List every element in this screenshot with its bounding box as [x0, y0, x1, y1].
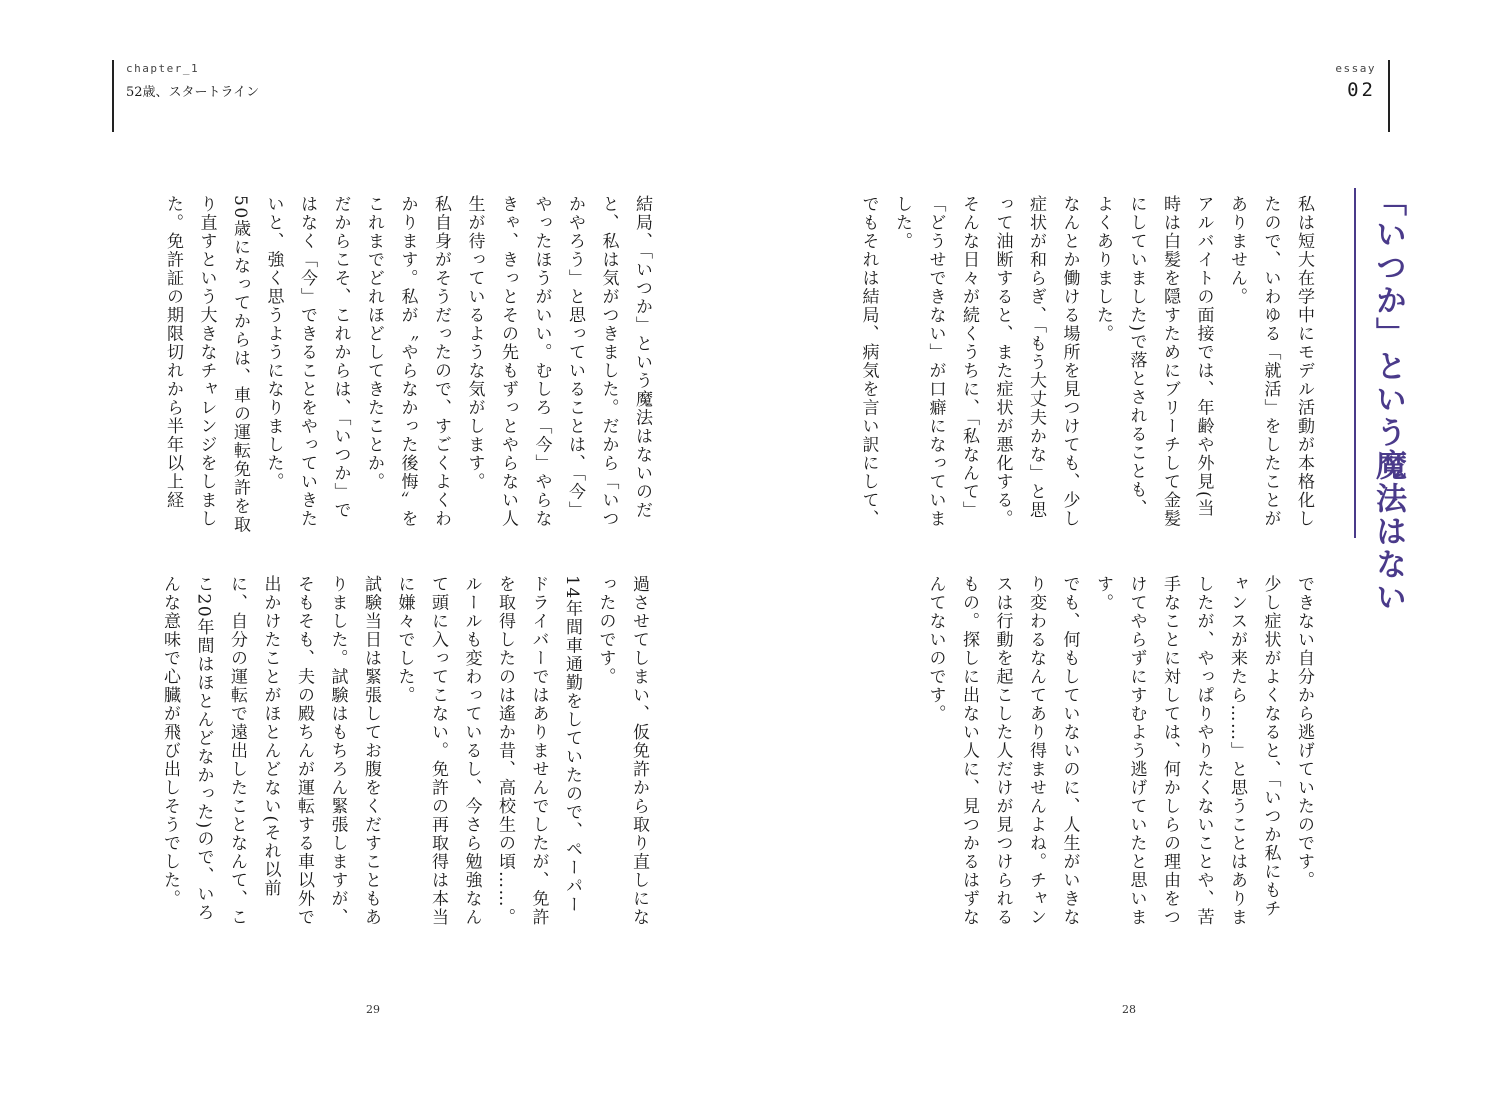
- essay-title: 「いつか」という魔法はない: [1370, 185, 1406, 614]
- paragraph: でもそれは結局、病気を言い訳にして、: [858, 195, 879, 528]
- paragraph: だからこそ、これからは、「いつか」ではなく「今」できることをやっていきたいと、強く思うようになりました。: [263, 195, 351, 528]
- page-number: 29: [366, 1003, 380, 1016]
- essay-header: [1335, 60, 1390, 132]
- paragraph: 50歳になってからは、車の運転免許を取り直すという大きなチャレンジをしました。免許証の期限切れから半年以上経: [163, 195, 250, 535]
- paragraph: できない自分から逃げていたのです。: [1294, 575, 1314, 890]
- paragraph: 私は短大在学中にモデル活動が本格化したので、いわゆる「就活」をしたことがありません。: [1227, 195, 1314, 528]
- paragraph: 私自身がそうだったので、すごくよくわかります。私が〝やらなかった後悔〟をこれまでどれほどしてきたことか。: [364, 195, 451, 528]
- paragraph: 試験当日は緊張してお腹をくだすこともありました。試験はもちろん緊張しますが、そもそも、夫の殿ちんが運転する車以外で出かけたことがほとんどない(それ以前に、自分の運転で遠出したことなんて、ここ20年間はほとんどなかった)ので、いろんな意味で心臓が飛び出しそうでした。: [160, 575, 381, 927]
- paragraph: 過させてしまい、仮免許から取り直しになったのです。: [595, 575, 649, 927]
- paragraph: アルバイトの面接では、年齢や外見(当時は白髪を隠すためにブリーチして金髪にしていました)で落とされることも、よくありました。: [1093, 195, 1214, 528]
- essay-label: essay: [1335, 62, 1376, 75]
- title-rule: [1354, 188, 1356, 538]
- right-lower-text: [880, 575, 1320, 930]
- paragraph: なんとか働ける場所を見つけても、少し症状が和らぎ、「もう大丈夫かな」と思って油断すると、また症状が悪化する。そんな日々が続くうちに、「私なんて」「どうせできない」が口癖になっていました。: [892, 195, 1080, 528]
- paragraph: でも、何もしていないのに、人生がいきなり変わるなんてあり得ませんよね。チャンスは行動を起こした人だけが見つけられるもの。探しに出ない人に、見つかるはずなんてないのです。: [925, 575, 1080, 927]
- paragraph: 結局、「いつか」という魔法はないのだと、私は気がつきました。だから「いつかやろう」と思っていることは、「今」やったほうがいい。むしろ「今」やらなきゃ、きっとその先もずっとやらない人生が待っているような気がします。: [464, 195, 652, 528]
- chapter-label: chapter_1: [126, 62, 200, 75]
- chapter-header: [112, 60, 259, 132]
- page-number: 28: [1122, 1003, 1136, 1016]
- paragraph: 14年間車通勤をしていたので、ペーパードライバーではありませんでしたが、免許を取得したのは遙か昔、高校生の頃……。ルールも変わっているし、今さら勉強なんて頭に入ってこない。免許の再取得は本当に嫌々でした。: [394, 575, 582, 927]
- right-upper-text: [850, 195, 1320, 535]
- chapter-title: 52歳、スタートライン: [126, 85, 260, 100]
- left-upper-text: [98, 195, 658, 535]
- left-lower-text: [130, 575, 655, 930]
- paragraph: 少し症状がよくなると、「いつか私にもチャンスが来たら……」と思うことはありましたが、やっぱりやりたくないことや、苦手なことに対しては、何かしらの理由をつけてやらずにすむよう逃げていたと思います。: [1093, 575, 1281, 927]
- essay-number: 02: [1347, 79, 1376, 101]
